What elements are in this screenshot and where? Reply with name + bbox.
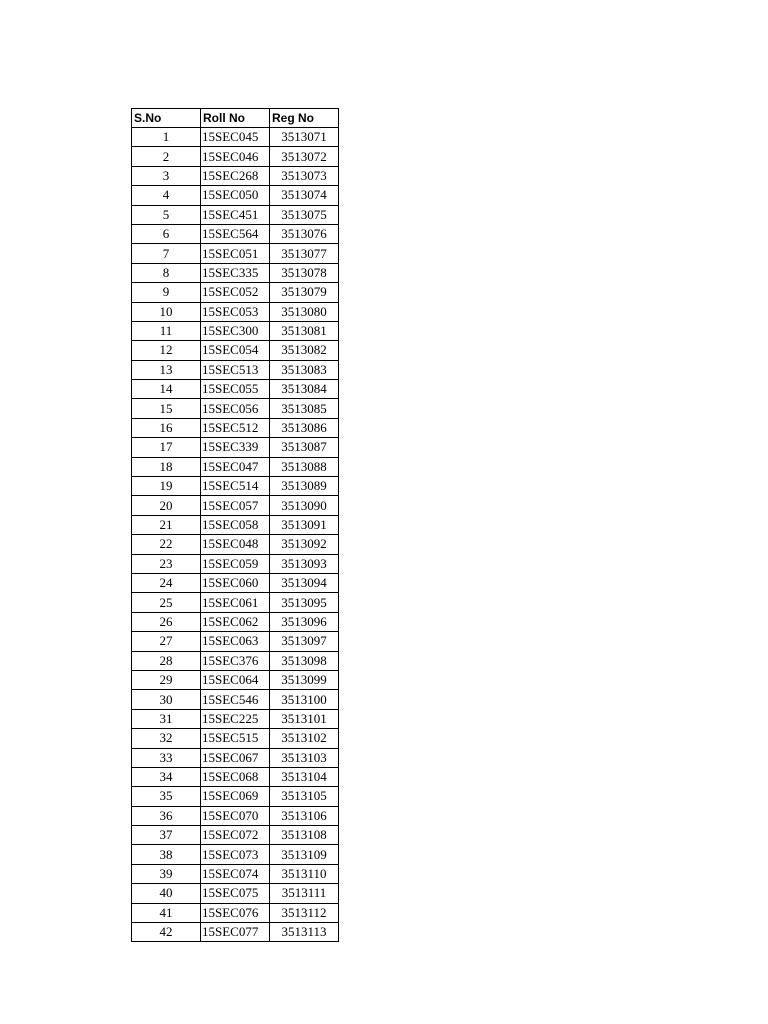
serial-number-cell: 21 (132, 515, 201, 534)
serial-number-cell: 24 (132, 573, 201, 592)
serial-number-cell: 36 (132, 806, 201, 825)
registration-number-cell: 3513077 (270, 244, 339, 263)
serial-number-cell: 18 (132, 457, 201, 476)
roll-number-cell: 15SEC050 (201, 186, 270, 205)
roll-number-cell: 15SEC073 (201, 845, 270, 864)
serial-number-cell: 5 (132, 205, 201, 224)
table-row (132, 496, 339, 515)
roll-number-cell: 15SEC067 (201, 748, 270, 767)
serial-number-cell: 3 (132, 166, 201, 185)
serial-number-cell: 29 (132, 670, 201, 689)
registration-number-cell: 3513095 (270, 593, 339, 612)
table-row (132, 826, 339, 845)
table-row (132, 787, 339, 806)
table-row (132, 166, 339, 185)
roll-number-cell: 15SEC075 (201, 884, 270, 903)
serial-number-cell: 35 (132, 787, 201, 806)
table-row (132, 263, 339, 282)
table-row (132, 845, 339, 864)
serial-number-cell: 13 (132, 360, 201, 379)
registration-number-cell: 3513104 (270, 767, 339, 786)
roll-number-cell: 15SEC046 (201, 147, 270, 166)
registration-number-cell: 3513081 (270, 321, 339, 340)
table-row (132, 864, 339, 883)
table-row (132, 477, 339, 496)
roll-number-cell: 15SEC339 (201, 438, 270, 457)
table-row (132, 651, 339, 670)
table-row (132, 360, 339, 379)
serial-number-cell: 11 (132, 321, 201, 340)
roll-number-cell: 15SEC515 (201, 729, 270, 748)
roll-number-cell: 15SEC045 (201, 128, 270, 147)
roll-number-cell: 15SEC300 (201, 321, 270, 340)
registration-number-cell: 3513073 (270, 166, 339, 185)
table-row (132, 670, 339, 689)
table-row (132, 147, 339, 166)
roll-number-cell: 15SEC068 (201, 767, 270, 786)
registration-number-cell: 3513110 (270, 864, 339, 883)
registration-number-cell: 3513093 (270, 554, 339, 573)
roll-number-cell: 15SEC225 (201, 709, 270, 728)
serial-number-cell: 7 (132, 244, 201, 263)
roll-number-cell: 15SEC052 (201, 283, 270, 302)
registration-number-cell: 3513103 (270, 748, 339, 767)
serial-number-cell: 16 (132, 418, 201, 437)
roll-number-cell: 15SEC514 (201, 477, 270, 496)
serial-number-cell: 32 (132, 729, 201, 748)
roll-number-cell: 15SEC047 (201, 457, 270, 476)
roll-number-cell: 15SEC054 (201, 341, 270, 360)
roll-number-cell: 15SEC051 (201, 244, 270, 263)
table-row (132, 573, 339, 592)
roll-number-cell: 15SEC064 (201, 670, 270, 689)
table-body (132, 128, 339, 942)
serial-number-cell: 42 (132, 923, 201, 942)
roll-number-cell: 15SEC053 (201, 302, 270, 321)
serial-number-cell: 2 (132, 147, 201, 166)
registration-number-cell: 3513094 (270, 573, 339, 592)
roll-number-cell: 15SEC451 (201, 205, 270, 224)
registration-number-cell: 3513074 (270, 186, 339, 205)
table-row (132, 632, 339, 651)
serial-number-cell: 8 (132, 263, 201, 282)
table-row (132, 554, 339, 573)
serial-number-cell: 40 (132, 884, 201, 903)
serial-number-cell: 19 (132, 477, 201, 496)
registration-number-cell: 3513088 (270, 457, 339, 476)
column-header-reg-no: Reg No (270, 109, 339, 128)
registration-number-cell: 3513101 (270, 709, 339, 728)
table-row (132, 884, 339, 903)
serial-number-cell: 9 (132, 283, 201, 302)
serial-number-cell: 39 (132, 864, 201, 883)
table-row (132, 903, 339, 922)
table-row (132, 380, 339, 399)
roll-number-cell: 15SEC069 (201, 787, 270, 806)
registration-number-cell: 3513082 (270, 341, 339, 360)
roll-number-cell: 15SEC564 (201, 224, 270, 243)
table-row (132, 457, 339, 476)
serial-number-cell: 6 (132, 224, 201, 243)
roll-number-cell: 15SEC546 (201, 690, 270, 709)
registration-number-cell: 3513112 (270, 903, 339, 922)
registration-number-cell: 3513083 (270, 360, 339, 379)
table-row (132, 224, 339, 243)
registration-number-cell: 3513075 (270, 205, 339, 224)
registration-number-cell: 3513085 (270, 399, 339, 418)
registration-number-cell: 3513072 (270, 147, 339, 166)
serial-number-cell: 37 (132, 826, 201, 845)
roll-number-cell: 15SEC057 (201, 496, 270, 515)
serial-number-cell: 17 (132, 438, 201, 457)
serial-number-cell: 1 (132, 128, 201, 147)
serial-number-cell: 15 (132, 399, 201, 418)
roll-number-cell: 15SEC063 (201, 632, 270, 651)
student-roll-table (131, 108, 339, 942)
registration-number-cell: 3513099 (270, 670, 339, 689)
registration-number-cell: 3513100 (270, 690, 339, 709)
table-row (132, 923, 339, 942)
roll-number-cell: 15SEC055 (201, 380, 270, 399)
table-row (132, 186, 339, 205)
roll-number-cell: 15SEC076 (201, 903, 270, 922)
serial-number-cell: 30 (132, 690, 201, 709)
serial-number-cell: 20 (132, 496, 201, 515)
registration-number-cell: 3513111 (270, 884, 339, 903)
serial-number-cell: 12 (132, 341, 201, 360)
table-row (132, 302, 339, 321)
table-row (132, 612, 339, 631)
serial-number-cell: 27 (132, 632, 201, 651)
roll-number-cell: 15SEC077 (201, 923, 270, 942)
serial-number-cell: 28 (132, 651, 201, 670)
table-row (132, 806, 339, 825)
table-row (132, 535, 339, 554)
table-row (132, 729, 339, 748)
registration-number-cell: 3513091 (270, 515, 339, 534)
registration-number-cell: 3513102 (270, 729, 339, 748)
serial-number-cell: 22 (132, 535, 201, 554)
roll-number-cell: 15SEC062 (201, 612, 270, 631)
table-row (132, 515, 339, 534)
roll-number-cell: 15SEC061 (201, 593, 270, 612)
serial-number-cell: 14 (132, 380, 201, 399)
table-row (132, 399, 339, 418)
registration-number-cell: 3513105 (270, 787, 339, 806)
serial-number-cell: 38 (132, 845, 201, 864)
registration-number-cell: 3513071 (270, 128, 339, 147)
serial-number-cell: 10 (132, 302, 201, 321)
serial-number-cell: 4 (132, 186, 201, 205)
registration-number-cell: 3513092 (270, 535, 339, 554)
registration-number-cell: 3513106 (270, 806, 339, 825)
table-row (132, 593, 339, 612)
column-header-roll-no: Roll No (201, 109, 270, 128)
roll-number-cell: 15SEC376 (201, 651, 270, 670)
table-row (132, 205, 339, 224)
registration-number-cell: 3513084 (270, 380, 339, 399)
table-row (132, 321, 339, 340)
serial-number-cell: 25 (132, 593, 201, 612)
table-row (132, 244, 339, 263)
roll-number-cell: 15SEC056 (201, 399, 270, 418)
table-row (132, 128, 339, 147)
registration-number-cell: 3513087 (270, 438, 339, 457)
table-row (132, 767, 339, 786)
serial-number-cell: 26 (132, 612, 201, 631)
registration-number-cell: 3513090 (270, 496, 339, 515)
serial-number-cell: 41 (132, 903, 201, 922)
column-header-sno: S.No (132, 109, 201, 128)
table-row (132, 418, 339, 437)
registration-number-cell: 3513109 (270, 845, 339, 864)
registration-number-cell: 3513108 (270, 826, 339, 845)
table-row (132, 690, 339, 709)
registration-number-cell: 3513097 (270, 632, 339, 651)
roll-number-cell: 15SEC059 (201, 554, 270, 573)
registration-number-cell: 3513113 (270, 923, 339, 942)
serial-number-cell: 33 (132, 748, 201, 767)
table-row (132, 341, 339, 360)
roll-number-cell: 15SEC070 (201, 806, 270, 825)
registration-number-cell: 3513079 (270, 283, 339, 302)
roll-number-cell: 15SEC268 (201, 166, 270, 185)
roll-number-cell: 15SEC512 (201, 418, 270, 437)
table-row (132, 748, 339, 767)
registration-number-cell: 3513098 (270, 651, 339, 670)
registration-number-cell: 3513080 (270, 302, 339, 321)
registration-number-cell: 3513078 (270, 263, 339, 282)
roll-number-cell: 15SEC048 (201, 535, 270, 554)
table-row (132, 438, 339, 457)
serial-number-cell: 31 (132, 709, 201, 728)
roll-number-cell: 15SEC074 (201, 864, 270, 883)
table-row (132, 709, 339, 728)
roll-number-cell: 15SEC072 (201, 826, 270, 845)
roll-number-cell: 15SEC058 (201, 515, 270, 534)
serial-number-cell: 23 (132, 554, 201, 573)
table-header (132, 109, 339, 128)
serial-number-cell: 34 (132, 767, 201, 786)
registration-number-cell: 3513089 (270, 477, 339, 496)
registration-number-cell: 3513076 (270, 224, 339, 243)
roll-number-cell: 15SEC513 (201, 360, 270, 379)
registration-number-cell: 3513096 (270, 612, 339, 631)
roll-number-cell: 15SEC335 (201, 263, 270, 282)
registration-number-cell: 3513086 (270, 418, 339, 437)
roll-number-cell: 15SEC060 (201, 573, 270, 592)
header-row (132, 109, 339, 128)
table-row (132, 283, 339, 302)
